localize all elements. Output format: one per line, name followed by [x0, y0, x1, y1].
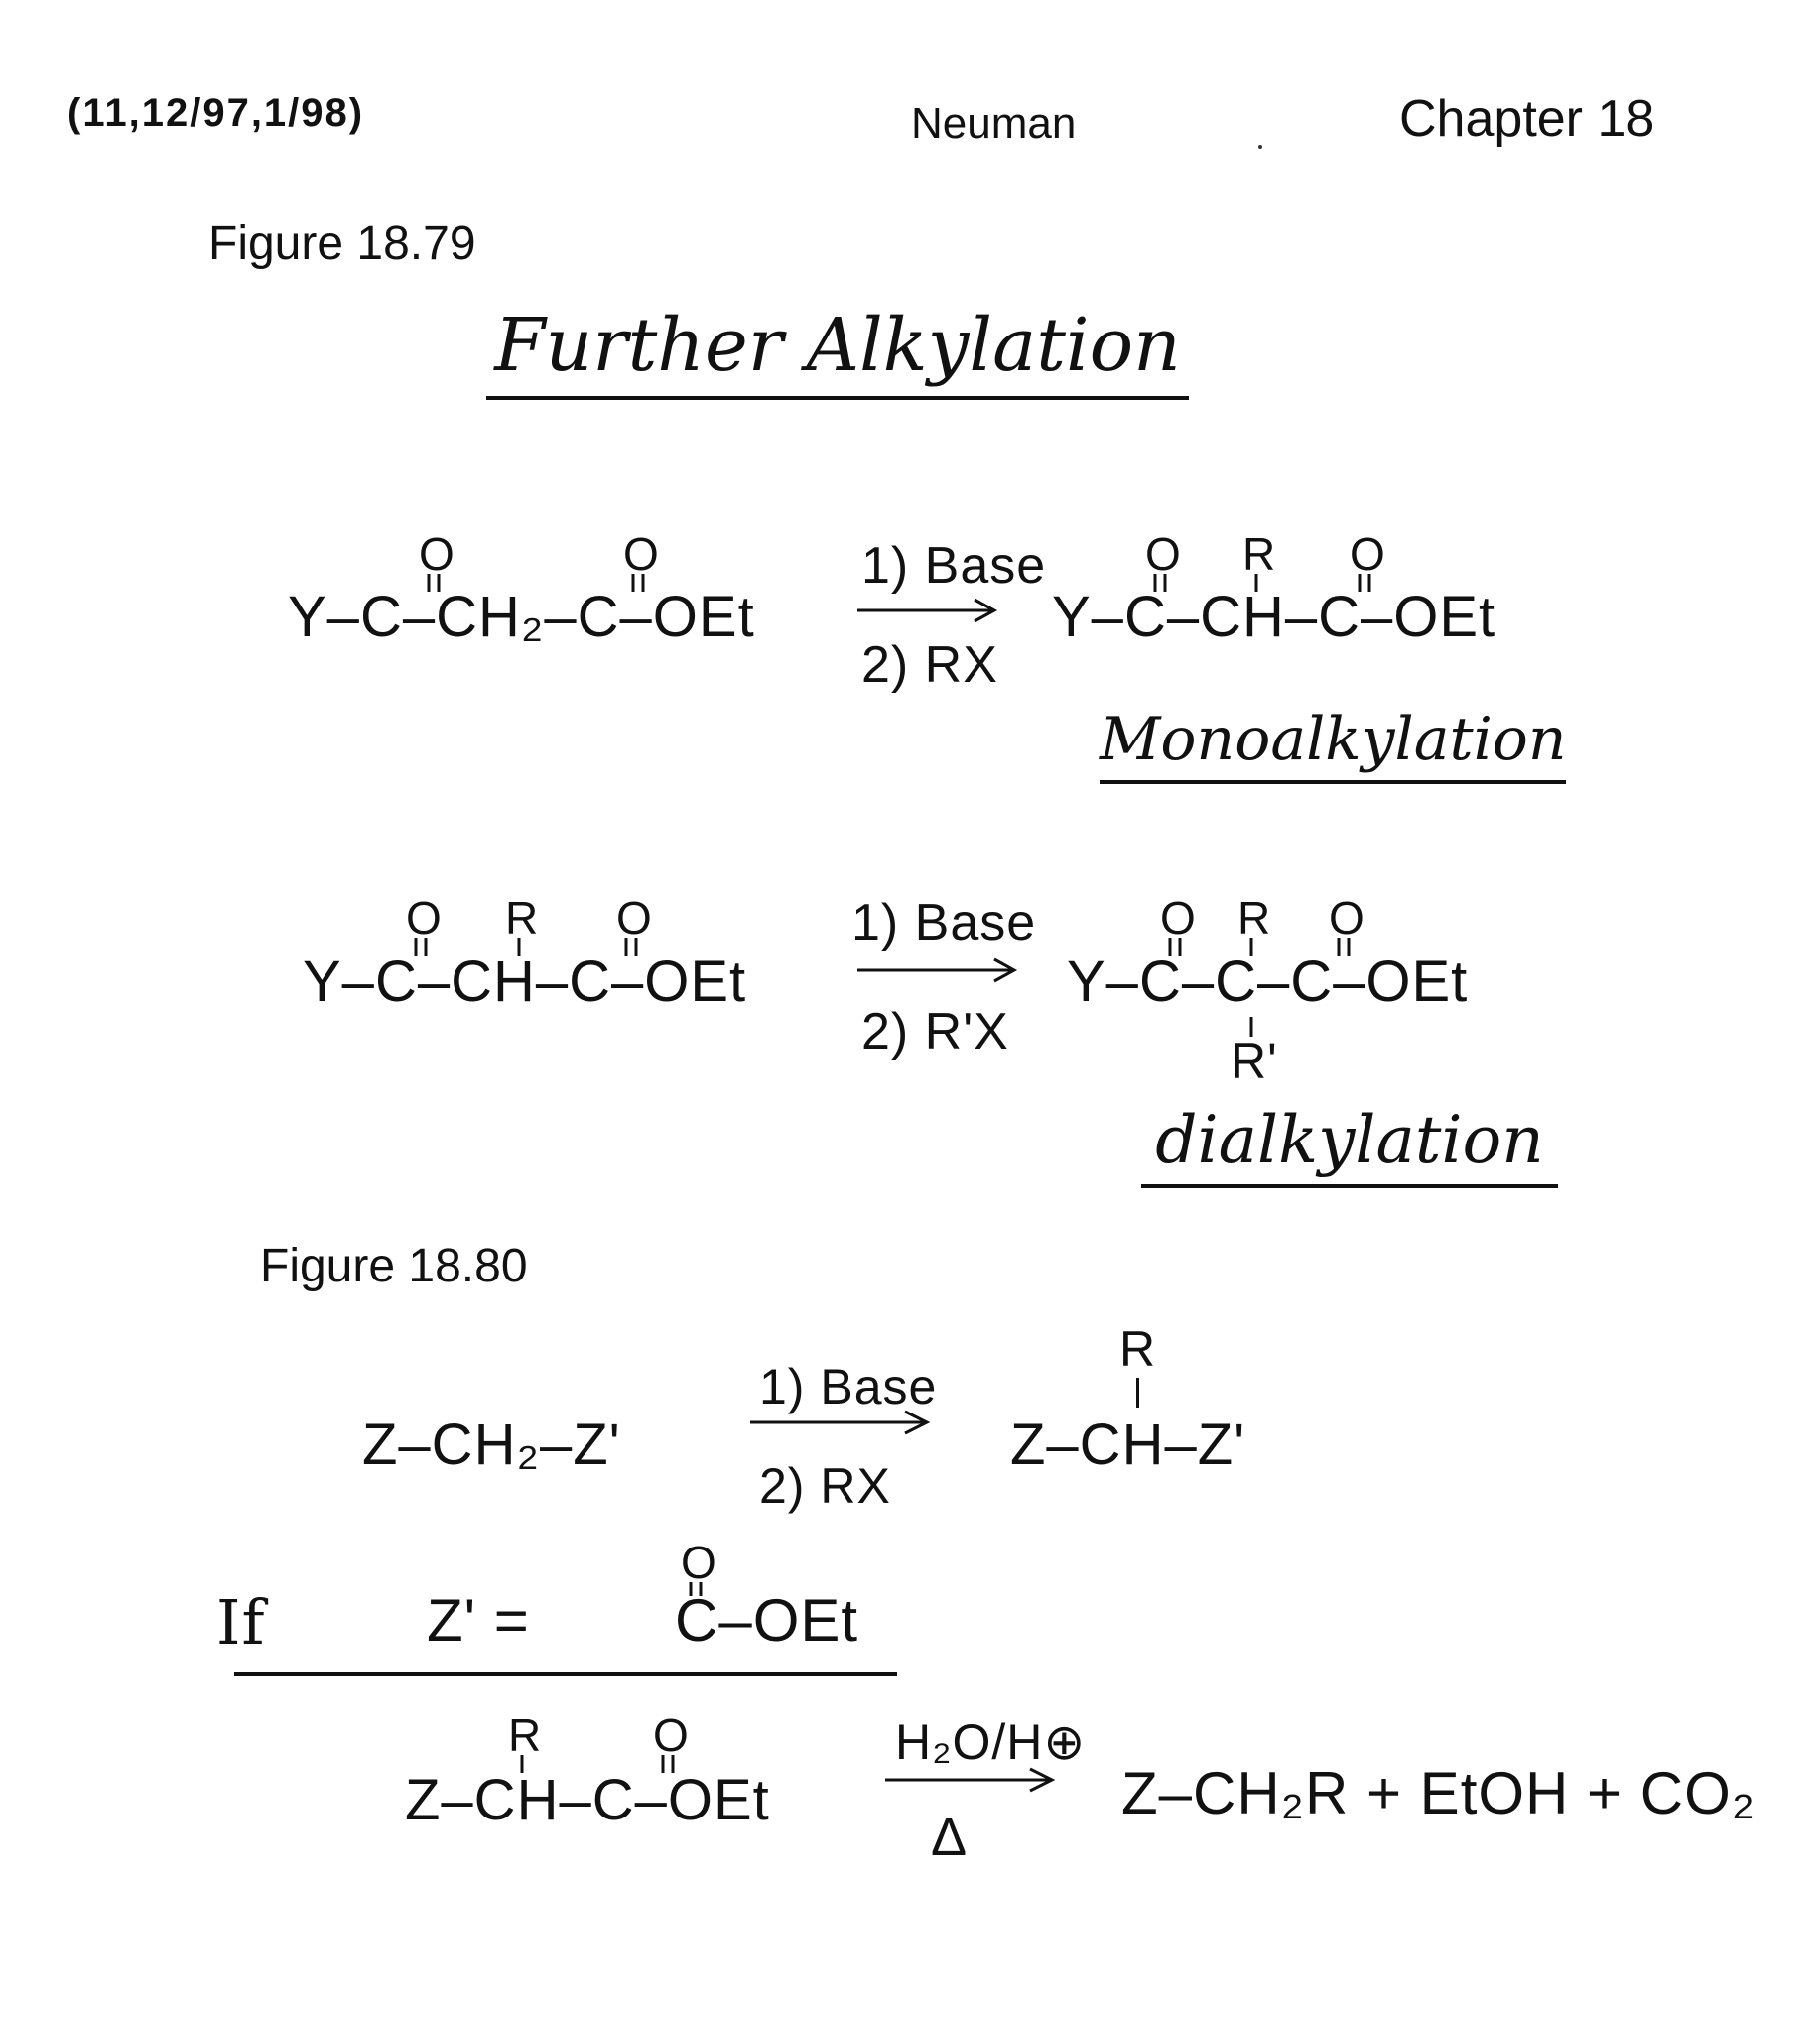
r80-1-reactant: Z–CH₂–Z': [362, 1413, 621, 1477]
r80-2-products: Z–CH₂R + EtOH + CO₂: [1121, 1760, 1756, 1826]
r80-1-bond: [1136, 1378, 1139, 1408]
r79-1-arrow: [853, 596, 1002, 625]
carbonyl-o: O: [623, 528, 659, 580]
r80-2-reactant-substituents: [405, 1695, 822, 1775]
substituent-r: R: [508, 1709, 542, 1761]
figure-79-label: Figure 18.79: [208, 217, 476, 270]
r79-1-caption: Monoalkylation: [1100, 705, 1566, 784]
r80-2-reagent-top: H₂O/H⊕: [895, 1714, 1087, 1770]
condition-lhs: Z' =: [427, 1587, 530, 1654]
r80-1-product: Z–CH–Z': [1010, 1413, 1246, 1477]
carbonyl-o: O: [616, 892, 652, 944]
r79-2-reagent-bottom: 2) R'X: [861, 1004, 1009, 1061]
condition-rhs: C–OEt: [675, 1587, 859, 1654]
r79-2-product-substituents: [1067, 878, 1623, 1077]
substituent-r: R: [1242, 528, 1276, 580]
r79-2-product-sub-bottom: R': [1231, 1033, 1278, 1089]
r79-1-reagent-bottom: 2) RX: [861, 636, 998, 694]
condition-if: If: [216, 1586, 266, 1659]
r80-1-reagent-bottom: 2) RX: [759, 1458, 891, 1514]
carbonyl-o: O: [681, 1537, 716, 1588]
condition-underline: [234, 1672, 897, 1676]
header-dates: (11,12/97,1/98): [67, 91, 365, 135]
r80-1-arrow: [746, 1408, 935, 1437]
r79-2-reagent-top: 1) Base: [851, 894, 1037, 952]
carbonyl-o: O: [406, 892, 442, 944]
r79-2-arrow: [853, 955, 1022, 985]
r79-1-reactant: Y–C–CH₂–C–OEt: [288, 585, 755, 649]
r80-1-product-sub-top: R: [1119, 1321, 1157, 1377]
header-chapter: Chapter 18: [1399, 90, 1655, 148]
carbonyl-o: O: [419, 528, 455, 580]
figure-80-label: Figure 18.80: [260, 1240, 528, 1292]
carbonyl-o: O: [1160, 892, 1196, 944]
r79-1-reactant-carbonyls: [288, 514, 844, 594]
condition-carbonyl: [675, 1527, 754, 1596]
r79-2-caption: dialkylation: [1141, 1102, 1558, 1188]
carbonyl-o: O: [1329, 892, 1365, 944]
carbonyl-o: O: [1350, 528, 1385, 580]
header-author: Neuman: [911, 99, 1077, 148]
r79-2-reactant-substituents: [303, 878, 858, 958]
r79-2-product: Y–C–C–C–OEt: [1067, 949, 1469, 1013]
carbonyl-o: O: [1145, 528, 1181, 580]
carbonyl-o: O: [653, 1709, 689, 1761]
r79-1-reagent-top: 1) Base: [861, 537, 1047, 595]
r79-1-product-substituents: [1052, 514, 1608, 594]
r80-2-reagent-bottom: Δ: [931, 1808, 969, 1867]
r79-1-product: Y–C–CH–C–OEt: [1052, 585, 1496, 649]
r80-2-arrow: [881, 1765, 1060, 1795]
r79-2-reactant: Y–C–CH–C–OEt: [303, 949, 747, 1013]
r80-2-reactant: Z–CH–C–OEt: [405, 1768, 770, 1832]
substituent-r: R: [1237, 892, 1271, 944]
substituent-r: R: [505, 892, 539, 944]
figure-79-title: Further Alkylation: [486, 303, 1189, 400]
r80-1-reagent-top: 1) Base: [759, 1359, 938, 1414]
scan-dot: [1258, 145, 1262, 149]
